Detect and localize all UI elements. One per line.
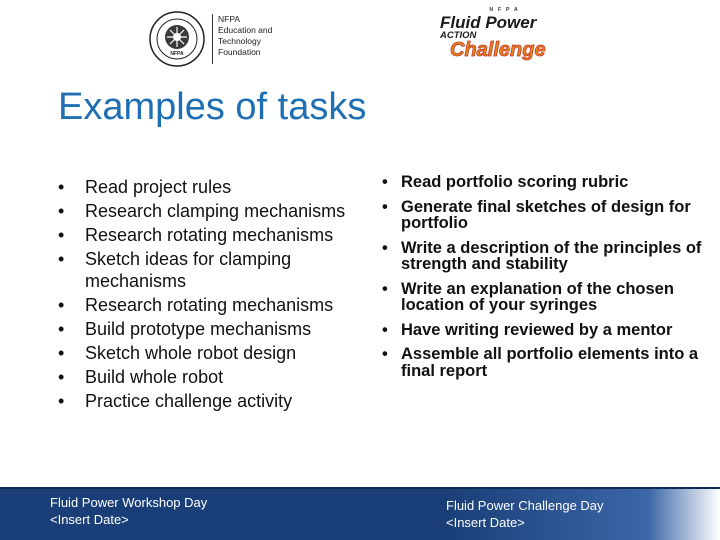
list-item: • Have writing reviewed by a mentor <box>380 322 710 339</box>
slide-title: Examples of tasks <box>58 86 367 128</box>
list-item: • Read project rules <box>56 176 366 198</box>
footer-challenge-label: Fluid Power Challenge Day <box>446 498 604 513</box>
list-item: • Read portfolio scoring rubric <box>380 174 710 191</box>
list-item: • Write a description of the principles of strength and stability <box>380 240 710 273</box>
left-task-list <box>56 176 366 414</box>
list-item: • Assemble all portfolio elements into a final report <box>380 346 710 379</box>
logo-fluid-power: Fluid Power <box>440 13 537 32</box>
footer-workshop-date: <Insert Date> <box>50 512 129 527</box>
nfpa-wordmark <box>218 14 272 58</box>
logo-action: ACTION <box>440 30 477 41</box>
nfpa-line-4: Foundation <box>218 47 261 57</box>
nfpa-line-2: Education and <box>218 25 273 35</box>
nfpa-seal-icon <box>148 10 206 68</box>
nfpa-line-3: Technology <box>218 36 262 46</box>
list-item: • Research clamping mechanisms <box>56 200 366 222</box>
footer-workshop-label: Fluid Power Workshop Day <box>50 495 208 510</box>
list-item: • Sketch ideas for clamping mechanisms <box>56 248 366 292</box>
nfpa-foundation-logo <box>148 10 278 68</box>
logo-nfpa-top: NFPA <box>489 7 523 13</box>
logo-divider <box>212 14 213 64</box>
list-item: • Research rotating mechanisms <box>56 224 366 246</box>
list-item: • Practice challenge activity <box>56 390 366 412</box>
list-item: • Build prototype mechanisms <box>56 318 366 340</box>
right-task-list <box>380 174 710 387</box>
list-item: • Research rotating mechanisms <box>56 294 366 316</box>
seal-label: NFPA <box>170 51 184 57</box>
list-item: • Sketch whole robot design <box>56 342 366 364</box>
nfpa-line-1: NFPA <box>218 14 241 24</box>
footer-challenge-date: <Insert Date> <box>446 515 525 530</box>
logo-challenge: Challenge <box>450 39 546 61</box>
footer-challenge-day <box>446 497 604 531</box>
fluid-power-challenge-logo <box>436 4 576 66</box>
list-item: • Generate final sketches of design for portfolio <box>380 199 710 232</box>
footer-workshop-day <box>50 494 207 528</box>
list-item: • Write an explanation of the chosen location of your syringes <box>380 281 710 314</box>
list-item: • Build whole robot <box>56 366 366 388</box>
